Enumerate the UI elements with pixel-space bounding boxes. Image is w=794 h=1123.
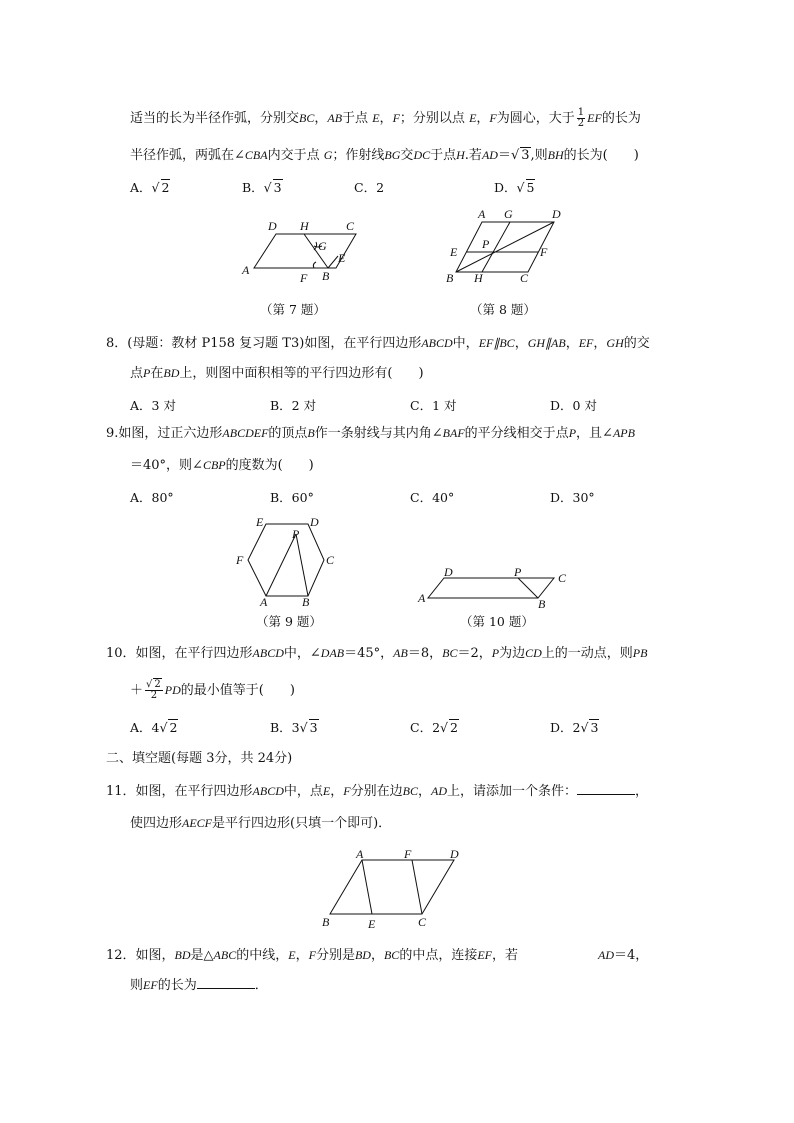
q11-figure xyxy=(318,842,468,932)
q7-label-e: E xyxy=(338,251,346,265)
q9-line2: ＝40°，则∠CBP的度数为( ) xyxy=(130,458,314,473)
q8-caption: （第 8 题） xyxy=(470,302,536,317)
q11-parallelogram xyxy=(330,860,454,914)
q10-label-c: C xyxy=(558,571,567,585)
q10-caption: （第 10 题） xyxy=(460,614,534,629)
q9-hexagon xyxy=(248,524,324,596)
q11-label-d: D xyxy=(450,847,459,861)
q11-label-a: A xyxy=(356,847,364,861)
q9-label-a: A xyxy=(260,595,268,609)
q7-arc-3 xyxy=(313,262,316,268)
q8-label-h: H xyxy=(474,271,483,285)
q9-caption: （第 9 题） xyxy=(256,614,322,629)
q11-label-f: F xyxy=(404,847,412,861)
q10-option-d[interactable]: D．2√ 3 xyxy=(550,720,599,735)
q7-label-h: H xyxy=(300,219,309,233)
q7-label-f: F xyxy=(300,271,308,285)
q7-caption: （第 7 题） xyxy=(260,302,326,317)
q9-label-d: D xyxy=(310,515,319,529)
q7-label-g: G xyxy=(318,239,327,253)
q10-fraction: $\frac{√ 2}{2}$ xyxy=(146,679,161,701)
q10-figure xyxy=(414,565,584,611)
q7-label-d: D xyxy=(268,219,277,233)
q8-label-c: C xyxy=(520,271,529,285)
q8-figure xyxy=(446,206,566,286)
q10-label-a: A xyxy=(418,591,426,605)
q11-line2: 使四边形AECF是平行四边形(只填一个即可)． xyxy=(130,816,392,831)
q9-line-bp xyxy=(296,534,308,596)
q7-option-a[interactable]: A．√ 2 xyxy=(130,180,170,195)
q10-line1: 10．如图，在平行四边形ABCD中，∠DAB＝45°，AB＝8，BC＝2，P为边CD上的一动点，则PB xyxy=(106,646,648,661)
q7-line1: 适当的长为半径作弧，分别交BC，AB于点 E，F；分别以点 E，F为圆心，大于 $\frac{1}{2}$ EF的长为 xyxy=(130,107,641,129)
q9-label-f: F xyxy=(236,553,244,567)
q10-label-d: D xyxy=(444,565,453,579)
q11-label-c: C xyxy=(418,915,427,929)
q8-label-e: E xyxy=(450,245,458,259)
q11-line1: 11．如图，在平行四边形ABCD中，点E，F分别在边BC，AD上，请添加一个条件： ， xyxy=(106,784,649,799)
q9-label-c: C xyxy=(326,553,335,567)
q7-label-a: A xyxy=(242,263,250,277)
q8-label-p: P xyxy=(482,237,490,251)
q8-option-c[interactable]: C．1 对 xyxy=(410,398,457,413)
q7-label-b: B xyxy=(322,269,330,283)
q10-label-b: B xyxy=(538,597,546,611)
q7-fraction: $\frac{1}{2}$ xyxy=(577,107,585,129)
q9-option-a[interactable]: A．80° xyxy=(130,490,174,505)
q12-line2: 则EF的长为 ． xyxy=(130,978,268,993)
q8-label-b: B xyxy=(446,271,454,285)
q8-line1: 8．(母题：教材 P158 复习题 T3)如图，在平行四边形ABCD中，EF∥BC，GH∥AB，EF，GH的交 xyxy=(106,336,650,351)
q9-option-b[interactable]: B．60° xyxy=(270,490,314,505)
q9-line1: 9.如图，过正六边形ABCDEF的顶点B作一条射线与其内角∠BAF的平分线相交于点P，且∠APB xyxy=(106,426,635,441)
q7-option-b[interactable]: B．√ 3 xyxy=(242,180,282,195)
q10-label-p: P xyxy=(514,565,522,579)
q11-line-ae xyxy=(362,860,372,914)
q8-label-g: G xyxy=(504,207,513,221)
q11-answer-blank[interactable] xyxy=(577,782,635,795)
q7-line2: 半径作弧，两弧在∠CBA内交于点 G；作射线BG交DC于点H.若AD＝√ 3,则BH的长为( ) xyxy=(130,148,639,163)
q12-line1: 12．如图，BD是△ABC的中线，E，F分别是BD，BC的中点，连接EF，若 AD＝4， xyxy=(106,948,649,963)
q11-label-b: B xyxy=(322,915,330,929)
q9-option-d[interactable]: D．30° xyxy=(550,490,595,505)
q8-option-d[interactable]: D．0 对 xyxy=(550,398,597,413)
q10-line2: ＋ $\frac{√ 2}{2}$ PD的最小值等于( ) xyxy=(130,679,295,701)
q9-option-c[interactable]: C．40° xyxy=(410,490,455,505)
q7-option-d[interactable]: D．√ 5 xyxy=(494,180,535,195)
q7-option-c[interactable]: C．2 xyxy=(354,180,385,195)
q11-label-e: E xyxy=(368,917,376,931)
q9-label-e: E xyxy=(256,515,264,529)
q9-label-p: P xyxy=(292,527,300,541)
q10-option-b[interactable]: B．3√ 3 xyxy=(270,720,318,735)
q7-label-c: C xyxy=(346,219,355,233)
q8-option-a[interactable]: A．3 对 xyxy=(130,398,176,413)
section-heading: 二、填空题(每题 3分，共 24分) xyxy=(106,751,293,766)
q8-label-d: D xyxy=(552,207,561,221)
q10-line-pb xyxy=(518,578,538,598)
q9-figure xyxy=(230,514,340,610)
q8-option-b[interactable]: B．2 对 xyxy=(270,398,317,413)
q11-line-fc xyxy=(412,860,422,914)
q8-line2: 点P在BD上，则图中面积相等的平行四边形有( ) xyxy=(130,366,424,381)
q8-label-a: A xyxy=(478,207,486,221)
q12-answer-blank[interactable] xyxy=(197,976,255,989)
q10-option-a[interactable]: A．4√ 2 xyxy=(130,720,178,735)
q8-label-f: F xyxy=(540,245,548,259)
q7-figure xyxy=(236,216,366,291)
q9-line-ap xyxy=(266,534,296,596)
q10-option-c[interactable]: C．2√ 2 xyxy=(410,720,458,735)
q9-label-b: B xyxy=(302,595,310,609)
